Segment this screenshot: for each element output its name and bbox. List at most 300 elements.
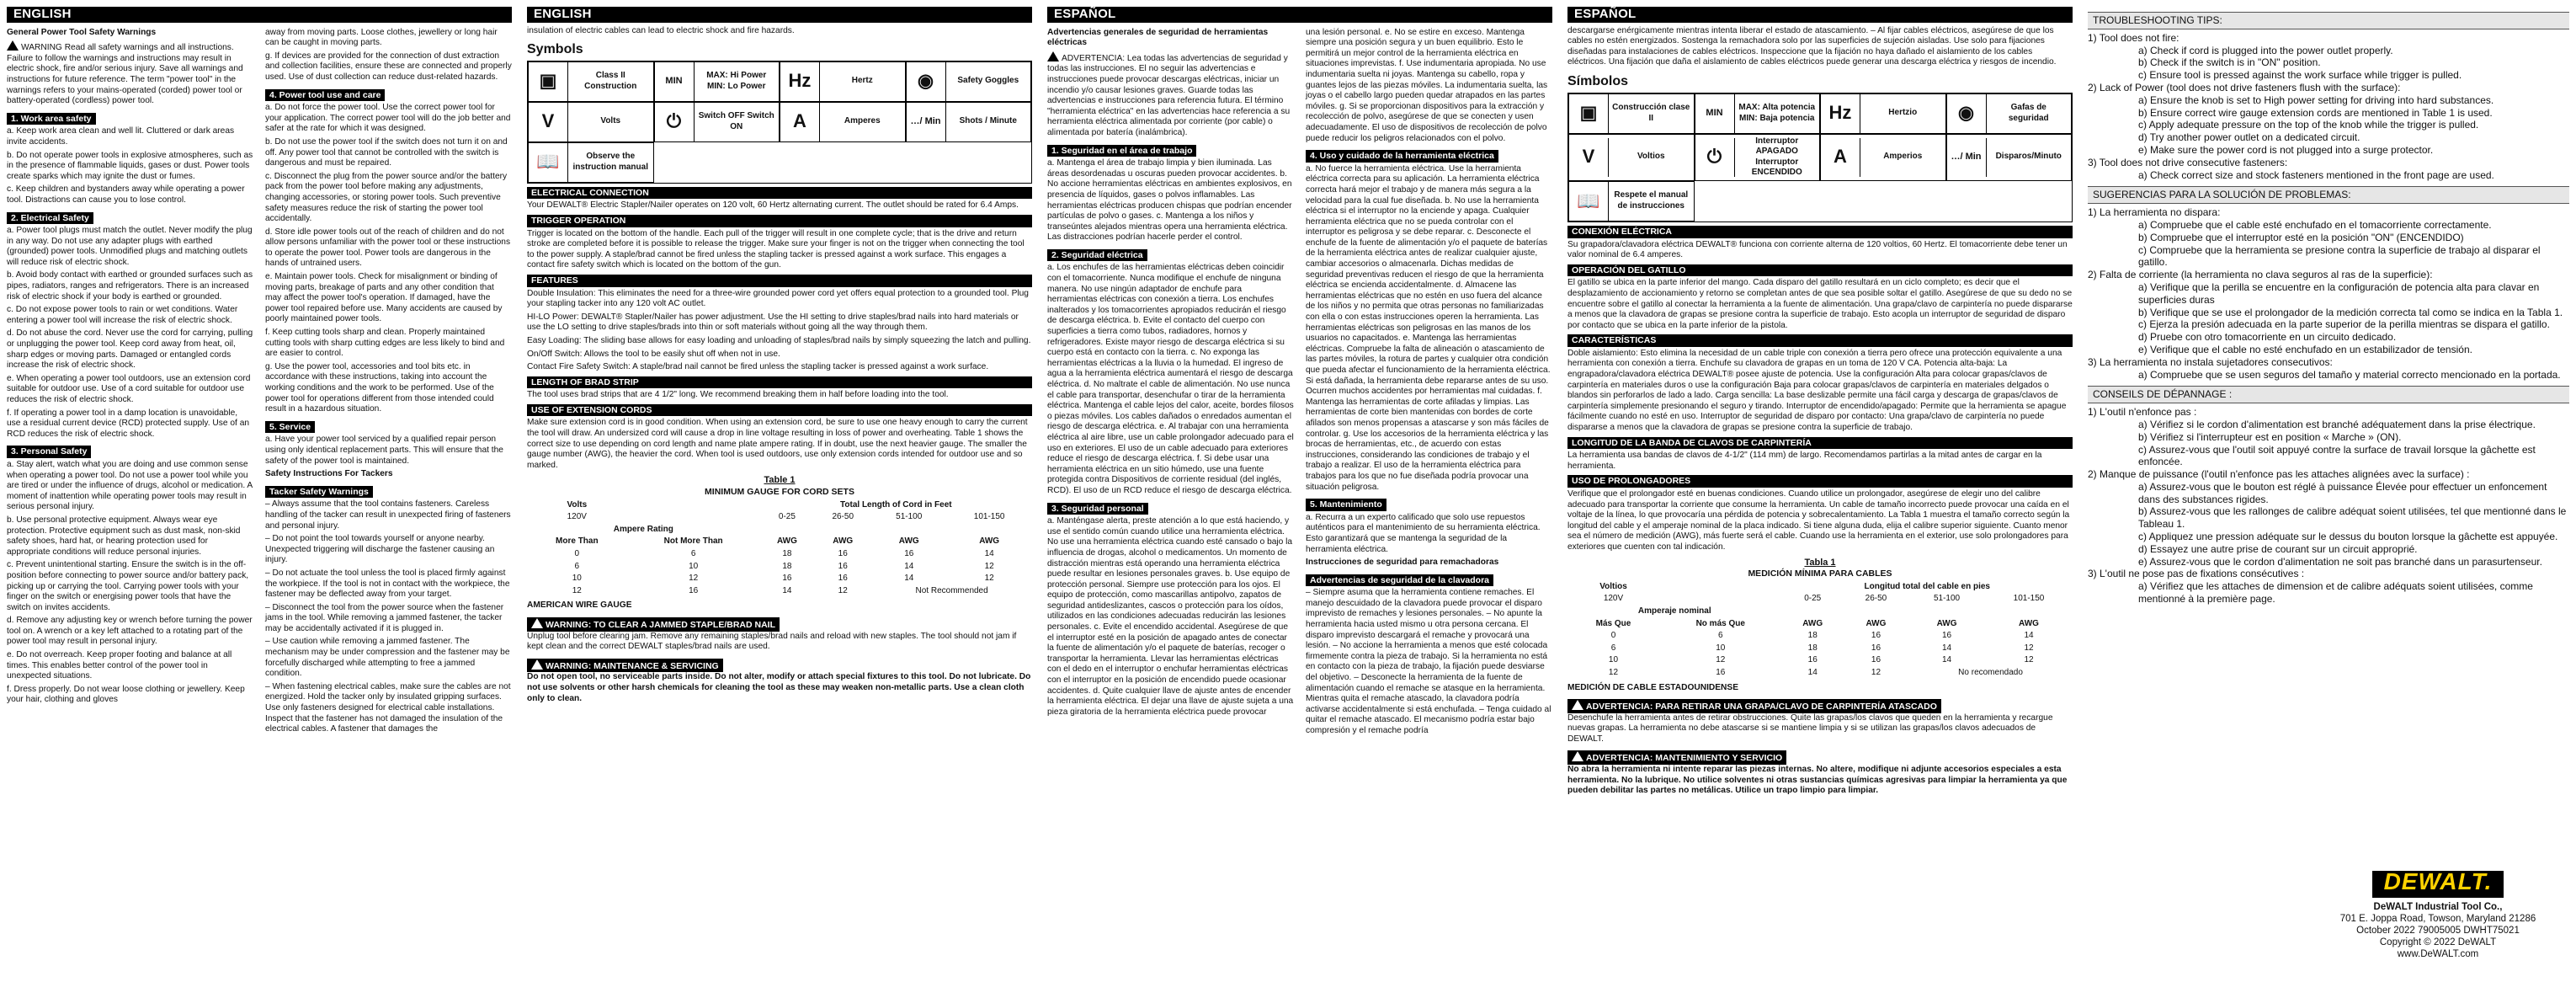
symbol-cell (1820, 134, 1946, 181)
table-header: AWG (833, 536, 854, 547)
symbol-glyph-icon: V (1569, 138, 1609, 177)
paragraph: Doble aislamiento: Esto elimina la necesidad de un cable triple con conexión a tierra pero ofrece una protección equivalente a una herramienta con conexión a tierra. Enchufe su clavadora de grapas en un toma de 120 V CA. Potencia alta-baja: La engrapadora/clavadora eléctrica DEWALT® posee ajuste de potencia. Use la configuración Alta para colocar grapas/clavos de carpintería en materiales duros o use la configuración Baja para colocar grapas/clavos de carpintería en materiales delgados o blandos sin perforarlos de lado a lado. Carga sencilla: La base deslizable permite una fácil carga y descarga de grapas/clavos de carpintería simplemente presionando el seguro y tirando. Interruptor de encendido/apagado: Permite que la herramienta se apague fácilmente cuando no esté en uso. Interruptor de seguridad de disparo por contacto: Una grapa/clavo de carpintería no puede dispararse a menos que la clavadora de grapas se presione contra la superficie de trabajo. (1567, 348, 2067, 433)
tip-item: a) Compruebe que el cable esté enchufado en el tomacorriente correctamente. (2138, 218, 2492, 231)
symbol-cell (1820, 93, 1946, 134)
section-heading: 4. Power tool use and care (265, 89, 385, 102)
table-header: Ampere Rating (613, 524, 673, 534)
table-header: AWG (898, 536, 919, 547)
table-cell: 10 (1608, 655, 1619, 665)
table-cell: 26-50 (832, 512, 854, 522)
paragraph: a. Keep work area clean and well lit. Cluttered or dark areas invite accidents. (7, 126, 235, 147)
symbols-table (527, 61, 1032, 184)
tip-item: 2) Manque de puissance (l'outil n'enfonce pas les attaches alignées avec la surface) : (2088, 468, 2470, 481)
warning-heading: WARNING: MAINTENANCE & SERVICING (527, 659, 723, 673)
symbol-glyph-icon: Hz (1821, 94, 1860, 133)
paragraph: a. Manténgase alerta, preste atención a lo que está haciendo, y use el sentido común cuando utilice una herramienta eléctrica. No use una herramienta eléctrica cuando esté cansado o bajo la influencia de drogas, alcohol o medicamentos. Un momento de distracción mientras está operando una herramienta eléctrica puede resultar en lesiones personales graves. b. Use equipo de protección personal. Siempre use protección para los ojos. El equipo de protección, como mascarillas antipolvo, zapatos de seguridad antideslizantes, cascos o protección para los oídos, utilizados en las condiciones adecuadas reducirán las lesiones personales. c. Evite el encendido accidental. Asegúrese de que el interruptor esté en la posición de apagado antes de conectar la fuente de alimentación y/o el paquete de baterías, recoger o transportar la herramienta. Llevar las herramientas eléctricas con el dedo en el interruptor o enchufar herramientas eléctricas con el interruptor en la posición de encendido puede ocasionar accidentes. d. Quite cualquier llave de ajuste antes de encender la herramienta eléctrica. El dejar una llave de ajuste sujeta a una pieza giratoria de la herramienta eléctrica puede provocar (1047, 516, 1294, 717)
symbol-cell (780, 61, 906, 102)
section-heading: 1. Work area safety (7, 113, 96, 125)
symbol-cell (1695, 93, 1821, 134)
paragraph: a. No fuerce la herramienta eléctrica. Use la herramienta eléctrica correcta para su aplicación. La herramienta eléctrica correcta hará mejor el trabajo y de manera más segura a la velocidad para la cual fue diseñada. b. No use la herramienta eléctrica si el interruptor no la enciende y apaga. Cualquier herramienta eléctrica que no se pueda controlar con el interruptor es peligrosa y se debe reparar. c. Desconecte el enchufe de la fuente de alimentación y/o el paquete de baterías de la herramienta eléctrica antes de realizar cualquier ajuste, cambiar accesorios o almacenarla. Dichas medidas de seguridad preventivas reducen el riesgo de que la herramienta eléctrica se encienda accidentalmente. d. Almacene las herramientas eléctricas que no estén en uso fuera del alcance de los niños y no permita que otras personas no familiarizadas con ella o con estas instrucciones operen la herramienta. Las herramientas eléctricas son peligrosas en las manos de los usuarios no capacitados. e. Mantenga las herramientas eléctricas. Compruebe la falta de alineación o atascamiento de las partes móviles, la rotura de partes y cualquier otra condición que pueda afectar el funcionamiento de la herramienta eléctrica. Si está dañada, la herramienta debe repararse antes de su uso. Ocurren muchos accidentes por herramientas mal cuidadas. f. Mantenga las herramientas de corte afiladas y limpias. Las herramientas de corte bien mantenidas con bordes de corte afilados son menos propensas a atascarse y son más fáciles de controlar. g. Use los accesorios de la herramienta eléctrica y las brocas de herramientas, etc., de acuerdo con estas instrucciones, considerando las condiciones de trabajo y el trabajo a realizar. El uso de la herramienta eléctrica para trabajos para los que no fue diseñada podría provocar una situación peligrosa. (1306, 163, 1551, 492)
tips-list-es (2088, 206, 2569, 381)
paragraph: c. Keep children and bystanders away while operating a power tool. Distractions can cause you to lose control. (7, 184, 245, 205)
paragraph: La herramienta usa bandas de clavos de 4-1/2" (114 mm) de largo. Recomendamos partirlas a la mitad antes de cargar en la herramienta. (1567, 451, 2042, 471)
section-heading: 3. Seguridad personal (1047, 503, 1148, 515)
table-title: Table 1 (764, 475, 796, 486)
symbol-glyph-icon: …/ Min (1947, 138, 1987, 177)
paragraph: – Siempre asuma que la herramienta contiene remaches. El manejo descuidado de la clavadora puede provocar el disparo imprevisto de remaches y lesiones personales. – No apunte la herramienta hacia usted mismo u otra persona cercana. El disparo imprevisto descargará el remache y provocará una lesión. – No accione la herramienta a menos que esté colocada firmemente contra la pieza de trabajo. Si la herramienta no está en contacto con la pieza de trabajo, la fijación puede desviarse del objetivo. – Desconecte la herramienta de la fuente de alimentación cuando el remache se atasque en la herramienta. Mientras quita el remache atascado, la clavadora podría activarse accidentalmente si está enchufada. – Tenga cuidado al quitar el remache atascado. El mecanismo podría estar bajo compresión y el remache podría (1306, 588, 1551, 735)
paragraph: f. Keep cutting tools sharp and clean. Properly maintained cutting tools with sharp cutting edges are less likely to bind and are easier to control. (265, 328, 505, 359)
brand-line: Copyright © 2022 DeWALT (2379, 937, 2497, 947)
table-cell: 0 (1610, 631, 1616, 641)
table-cell: 26-50 (1865, 594, 1887, 604)
brand-address (2337, 901, 2539, 960)
tacker-title: Safety Instructions For Tackers (265, 469, 393, 479)
paragraph: b. Use personal protective equipment. Always wear eye protection. Protective equipment such as dust mask, non-skid safety shoes, hard hat, or hearing protection used for appropriate conditions will reduce personal injuries. (7, 515, 241, 557)
table-cell: 12 (689, 574, 699, 584)
paragraph: – Disconnect the tool from the power source when the fastener jams in the tool. While removing a jammed fastener, the tacker may be accidentally activated if it is plugged in. (265, 602, 504, 633)
tip-item: a) Check correct size and stock fasteners mentioned in the front page are used. (2138, 168, 2494, 181)
paragraph: Double Insulation: This eliminates the need for a three-wire grounded power cord yet offers equal protection to a grounded tool. Plug your stapling tacker into any 120 volt AC outlet. (527, 288, 1029, 309)
paragraph: Desenchufe la herramienta antes de retirar obstrucciones. Quite las grapas/los clavos que queden en la herramienta y recargue nuevas grapas. La herramienta no debe atascarse si se mantiene limpia y si se utilizan las grapas/los clavos adecuados de DEWALT. (1567, 712, 2053, 744)
brand-line: October 2022 79005005 DWHT75021 (2356, 926, 2520, 936)
table-cell: 10 (1716, 643, 1726, 653)
warning-icon (1572, 700, 1583, 710)
symbol-glyph-icon: ⏻ (655, 103, 695, 141)
symbol-label: Switch OFF Switch ON (698, 111, 774, 131)
paragraph: – Do not actuate the tool unless the tool is placed firmly against the workpiece. If the tool is not in contact with the workpiece, the fastener may be deflected away from your target. (265, 568, 510, 600)
symbol-cell (1568, 134, 1695, 181)
table-row (527, 585, 1032, 598)
column-spanish-safety (1047, 7, 1552, 739)
table-header: AWG (2019, 618, 2039, 628)
table-cell: 16 (838, 549, 848, 558)
tip-item: b) Ensure correct wire gauge extension cords are mentioned in Table 1 is used. (2138, 106, 2493, 119)
symbol-label: MAX: Hi Power MIN: Lo Power (706, 71, 767, 91)
symbol-glyph-icon: MIN (1695, 94, 1735, 133)
symbol-label: Volts (600, 116, 621, 126)
table-cell: 14 (1941, 643, 1952, 653)
table-header: No más Que (1695, 618, 1745, 628)
symbol-glyph-icon: ◉ (907, 62, 946, 101)
table-cell: 14 (904, 574, 914, 584)
paragraph: c. Do not expose power tools to rain or wet conditions. Water entering a power tool will increase the risk of electric shock. (7, 305, 238, 325)
table-header: Not More Than (663, 536, 723, 547)
tip-item: 3) L'outil ne pose pas de fixations consécutives : (2088, 568, 2305, 580)
warning-heading: ADVERTENCIA: PARA RETIRAR UNA GRAPA/CLAVO DE CARPINTERÍA ATASCADO (1567, 699, 1941, 713)
section-heading: 2. Electrical Safety (7, 212, 93, 225)
warning-heading: WARNING: TO CLEAR A JAMMED STAPLE/BRAD NAIL (527, 617, 780, 632)
table-cell: 16 (782, 574, 792, 584)
warning-icon (1047, 51, 1059, 61)
tip-item: c) Assurez-vous que l'outil soit appuyé contre la surface de travail lorsque la gâchette est enfoncée. (2138, 443, 2536, 468)
table-cell: 16 (838, 561, 848, 571)
symbol-cell (528, 102, 654, 142)
tip-item: a) Verifique que la perilla se encuentre en la configuración de potencia alta para clavar en superficies duras (2138, 280, 2540, 306)
symbol-glyph-icon: ◉ (1947, 94, 1987, 133)
table-row (527, 573, 1032, 585)
tip-item: c) Ensure tool is pressed against the work surface while trigger is pulled. (2138, 69, 2462, 82)
paragraph: d. Do not abuse the cord. Never use the cord for carrying, pulling or unplugging the power tool. Keep cord away from heat, oil, sharp edges or moving parts. Damaged or entangled cords increase the risk of electric shock. (7, 328, 253, 371)
language-header: ESPAÑOL (1567, 7, 2073, 23)
table-row (1567, 667, 2073, 680)
paragraph: d. Remove any adjusting key or wrench before turning the power tool on. A wrench or a key left attached to a rotating part of the power tool may result in personal injury. (7, 616, 253, 647)
symbol-cell (528, 61, 654, 102)
tip-item: a) Compruebe que se usen seguros del tamaño y material correcto mencionado en la portada. (2138, 368, 2561, 381)
paragraph: una lesión personal. e. No se estire en exceso. Mantenga siempre una posición segura y un buen equilibrio. Esto le permitirá un mejor control de la herramienta eléctrica en situaciones imprevistas. f. Use indumentaria apropiada. No use indumentaria suelta ni joyas. Mantenga su cabello, ropa y guantes lejos de las piezas móviles. La indumentaria suelta, las joyas o el cabello largo pueden quedar atrapados en las partes móviles. g. Si se proporcionan dispositivos para la extracción y recolección de polvo, asegúrese de que se conecten y usen adecuadamente. El uso de dispositivos de recolección de polvo puede reducir los peligros relacionados con el polvo. (1306, 27, 1548, 143)
warning-heading: ADVERTENCIA: MANTENIMIENTO Y SERVICIO (1567, 750, 1786, 765)
tip-item: 3) La herramienta no instala sujetadores consecutivos: (2088, 355, 2333, 368)
table-cell: 12 (1871, 667, 1881, 677)
paragraph: e. Maintain power tools. Check for misalignment or binding of moving parts, breakage of parts and any other condition that may affect the power tool's operation. If damaged, have the power tool repaired before use. Many accidents are caused by poorly maintained power tools. (265, 272, 503, 324)
symbol-glyph-icon: ⏻ (1695, 138, 1735, 177)
table-cell: 12 (984, 574, 994, 584)
tip-item: a) Assurez-vous que le bouton est réglé à puissance Élevée pour effectuer un enfoncement dans des substances rigides. (2138, 480, 2547, 505)
section-heading: LENGTH OF BRAD STRIP (527, 376, 1032, 389)
paragraph: g. If devices are provided for the connection of dust extraction and collection facilities, ensure these are connected and properly used. Use of dust collection can reduce dust-related hazards. (265, 51, 512, 82)
table-cell: 101-150 (2013, 594, 2045, 604)
table-cell: 16 (689, 585, 699, 595)
paragraph: – Do not point the tool towards yourself or anyone nearby. Unexpected triggering will discharge the fastener causing an injury. (265, 534, 495, 565)
section-heading: Tacker Safety Warnings (265, 486, 373, 499)
table-header: AWG (1865, 618, 1887, 628)
table-row (527, 561, 1032, 574)
table-cell: 0-25 (1804, 594, 1822, 604)
section-title: Advertencias generales de seguridad de herramientas eléctricas (1047, 27, 1269, 48)
tip-item: b) Check if the switch is in "ON" position. (2138, 56, 2321, 69)
safety-subcolumn-right (265, 28, 512, 738)
tips-heading-fr: CONSEILS DE DÉPANNAGE : (2088, 386, 2569, 403)
table-header: Más Que (1595, 618, 1631, 628)
paragraph: – Always assume that the tool contains fasteners. Careless handling of the tacker can result in unexpected firing of fasteners and personal injury. (265, 499, 511, 531)
tip-item: a) Check if cord is plugged into the power outlet properly. (2138, 44, 2393, 56)
paragraph: – When fastening electrical cables, make sure the cables are not energized. Hold the tacker only by insulated gripping surfaces. Use only fasteners designed for electrical cable installations. Inspect that the fastener has not damaged the insulation of the electrical cables. A fastener that damages the (265, 681, 511, 734)
symbol-cell (1946, 93, 2073, 134)
table-cell: 14 (2024, 631, 2034, 641)
section-heading: 4. Uso y cuidado de la herramienta eléctrica (1306, 150, 1498, 163)
table-cell: 101-150 (973, 512, 1005, 522)
symbol-glyph-icon: Hz (780, 62, 820, 101)
table-cell: 16 (1807, 655, 1818, 665)
table-header: AWG (1802, 618, 1823, 628)
paragraph: g. Use the power tool, accessories and tool bits etc. in accordance with these instructions, taking into account the working conditions and the work to be performed. Use of the power tool for operations different from those intended could result in a hazardous situation. (265, 361, 494, 414)
paragraph: descargarse enérgicamente mientras intenta liberar el estado de atascamiento. – Al fijar cables eléctricos, asegúrese de que los cables no estén energizados. Sostenga la remachadora solo por las superficies de sujeción aisladas. Use solo para fijaciones diseñadas para instalaciones de cables eléctricos. Inspeccione que la fijación no haya dañado el aislamiento de los cables eléctricos. Una fijación que daña el aislamiento de cables eléctricos puede generar una descarga eléctrica y riesgos de incendio. (1567, 25, 2057, 67)
symbol-label: Class II Construction (584, 71, 637, 91)
section-heading: 5. Mantenimiento (1306, 499, 1386, 511)
paragraph: Make sure extension cord is in good condition. When using an extension cord, be sure to use one heavy enough to carry the current the tool will draw. An undersized cord will cause a drop in line voltage resulting in loss of power and overheating. Table 1 shows the correct size to use depending on cord length and name plate ampere rating. If in doubt, use the next heavier gauge. The smaller the gauge number (AWG), the heavier the cord. When tool is used outdoors, use only extension cords intended for outdoor use and so marked. (527, 418, 1028, 470)
symbol-label: Amperios (1883, 152, 1923, 162)
paragraph: f. Dress properly. Do not wear loose clothing or jewellery. Keep your hair, clothing and gloves (7, 684, 245, 705)
symbol-cell (906, 61, 1032, 102)
tip-item: b) Compruebe que el interruptor esté en la posición "ON" (ENCENDIDO) (2138, 231, 2464, 243)
paragraph: Do not open tool, no serviceable parts inside. Do not alter, modify or attach special fixtures to this tool. Do not lubricate. Do not use solvents or other harsh chemicals for cleaning the tool as these may weaken non-metallic parts. Use a clean cloth only to clean. (527, 672, 1031, 703)
symbol-label: Voltios (1637, 152, 1665, 162)
symbol-glyph-icon: 📖 (529, 143, 568, 182)
tip-item: c) Apply adequate pressure on the top of the knob while the trigger is pulled. (2138, 119, 2479, 131)
paragraph: El gatillo se ubica en la parte inferior del mango. Cada disparo del gatillo resultará en un ciclo completo; es decir que el desplazamiento de accionamiento y retorno se completan antes de que sea posible soltar el gatillo. Asegúrese de que su dedo no se encuentre sobre el gatillo al conectar la herramienta a la fuente de alimentación. Una grapa/clavo de carpintería no puede dispararse a menos que la clavadora de grapas se presione contra la superficie de trabajo. Esto acopla un interruptor de seguridad de disparo por contacto que se ubica en la parte inferior de la pistola. (1567, 278, 2073, 330)
symbol-label: Hertz (851, 76, 873, 86)
language-header: ENGLISH (7, 7, 512, 23)
symbols-title: Symbols (527, 42, 583, 57)
warning-icon (7, 40, 19, 51)
table-cell: 120V (567, 512, 587, 522)
table-subtitle: MEDICIÓN MÍNIMA PARA CABLES (1748, 568, 1892, 579)
table-header: AWG (979, 536, 1000, 547)
table-header: More Than (556, 536, 599, 547)
paragraph: f. If operating a power tool in a damp location is unavoidable, use a residual current device (RCD) protected supply. Use of an RCD reduces the risk of electric shock. (7, 408, 250, 439)
table-cell: 10 (689, 561, 699, 571)
tip-item: e) Make sure the power cord is not plugged into a surge protector. (2138, 143, 2434, 156)
tip-item: b) Verifique que se use el prolongador de la medición correcta tal como se indica en la Tabla 1. (2138, 306, 2563, 318)
cord-gauge-table (1567, 581, 2073, 680)
warning-icon (531, 659, 543, 670)
paragraph: a. Do not force the power tool. Use the correct power tool for your application. The correct power tool will do the job better and safer at the rate for which it was designed. (265, 103, 511, 134)
dewalt-logo: DEWALT. (2372, 871, 2504, 898)
general-warning: WARNING Read all safety warnings and all instructions. Failure to follow the warnings and instructions may result in electric shock, fire and/or serious injury. Save all warnings and instructions for future reference. The term "power tool" in the warnings refers to your mains-operated (corded) power tool or battery-operated (cordless) power tool. (7, 40, 253, 107)
paragraph: On/Off Switch: Allows the tool to be easily shut off when not in use. (527, 349, 780, 359)
table-cell: 12 (984, 561, 994, 571)
brand-line: 701 E. Joppa Road, Towson, Maryland 21286 (2339, 914, 2536, 924)
symbols-table (1567, 93, 2073, 222)
tip-item: e) Assurez-vous que le cordon d'alimentation ne soit pas branché dans un parasurtenseur. (2138, 555, 2542, 568)
symbol-label: Safety Goggles (957, 76, 1019, 86)
section-heading: CONEXIÓN ELÉCTRICA (1567, 226, 2073, 238)
table-cell: 6 (1717, 631, 1723, 641)
table-header: AWG (1936, 618, 1957, 628)
symbol-label: Respete el manual de instrucciones (1614, 190, 1689, 211)
symbol-label: Gafas de seguridad (2008, 102, 2049, 123)
tip-item: c) Appliquez une pression adéquate sur le dessus du bouton lorsque la gâchette est appuyée. (2138, 531, 2558, 543)
symbol-label: Disparos/Minuto (1995, 152, 2062, 162)
language-header: ESPAÑOL (1047, 7, 1552, 23)
paragraph: a. Los enchufes de las herramientas eléctricas deben coincidir con el tomacorriente. Nunca modifique el enchufe de ninguna manera. No use ningún adaptador de enchufe para herramientas eléctricas con conexión a tierra. Los enchufes inalterados y los tomacorrientes apropiados reducirán el riesgo de descarga eléctrica. b. Evite el contacto del cuerpo con superficies a tierra como tubos, radiadores, hornos y refrigeradores. Existe mayor riesgo de descarga eléctrica si su cuerpo está en contacto con la tierra. c. No exponga las herramientas eléctricas a la lluvia o la humedad. El ingreso de agua a la herramienta eléctrica aumentará el riesgo de descarga eléctrica. d. No maltrate el cable de alimentación. No use nunca el cable para transportar, desenchufar o tirar de la herramienta eléctrica. Mantenga el cable lejos del calor, aceite, bordes filosos o piezas móviles. Los cables dañados o enredados aumentan el riesgo de descarga eléctrica. e. Al trabajar con una herramienta eléctrica al aire libre, use un cable prolongador adecuado para el uso en exteriores. El uso de un cable adecuado para exteriores reduce el riesgo de descarga eléctrica. f. Si debe usar una herramienta eléctrica en un sitio húmedo, use una fuente protegida contra Dispositivos de corriente residual (del inglés, RCD). El uso de un RCD reduce el riesgo de descarga eléctrica. (1047, 263, 1294, 495)
tip-item: d) Pruebe con otro tomacorriente en un circuito dedicado. (2138, 331, 2397, 344)
tip-item: d) Try another power outlet on a dedicated circuit. (2138, 131, 2360, 144)
table-cell: 6 (690, 549, 696, 558)
table-row (1567, 630, 2073, 643)
section-heading: 2. Seguridad eléctrica (1047, 249, 1147, 262)
table-cell: 0-25 (778, 512, 796, 522)
table-cell: 14 (904, 561, 914, 571)
table-row (1567, 654, 2073, 667)
paragraph: Unplug tool before clearing jam. Remove any remaining staples/brad nails and reload with new staples. The tool should not jam if kept clean and the correct DEWALT staples/brad nails are used. (527, 631, 1017, 652)
table-cell: 12 (838, 585, 848, 595)
symbol-cell (654, 61, 780, 102)
table-header: Longitud total del cable en pies (1864, 581, 1990, 591)
symbol-glyph-icon: ▣ (1569, 94, 1609, 133)
paragraph: c. Prevent unintentional starting. Ensure the switch is in the off-position before connecting to power source and/or battery pack, picking up or carrying the tool. Carrying power tools with your finger on the switch or energising power tools that have the switch on invites accidents. (7, 560, 249, 612)
section-heading: FEATURES (527, 275, 1032, 287)
tip-item: b) Vérifiez si l'interrupteur est en position « Marche » (ON). (2138, 430, 2402, 443)
table-cell: 6 (574, 561, 580, 571)
table-cell: 16 (1871, 655, 1881, 665)
paragraph: Trigger is located on the bottom of the handle. Each pull of the trigger will result in one complete cycle; that is the drive and return stroke are completed before it is possible to release the trigger. Make sure your finger is not on the trigger when connecting the tool to the power supply. A staple/brad cannot be fired unless the stapling tacker is pressed against a work surface. This engages a contact fire safety switch which is located on the bottom of the gun. (527, 228, 1025, 270)
table-cell: 16 (904, 549, 914, 558)
symbol-label: Observe the instruction manual (572, 152, 648, 172)
warning-icon (531, 618, 543, 628)
section-heading: USE OF EXTENSION CORDS (527, 404, 1032, 417)
paragraph: – Use caution while removing a jammed fastener. The mechanism may be under compression and the fastener may be forcefully discharged while attempting to free a jammed condition. (265, 637, 510, 679)
paragraph: No abra la herramienta ni intente reparar las piezas internas. No altere, modifique ni adjunte accesorios especiales a esta herramienta. No la lubrique. No utilice solventes ni otras sustancias químicas agresivas para limpiar la herramienta ya que pueden debilitar las partes no metálicas. Utilice un trapo limpio para limpiar. (1567, 765, 2068, 796)
safety-subcolumn-right (1306, 28, 1552, 739)
tips-list-fr (2088, 406, 2569, 606)
tip-item: c) Ejerza la presión adecuada en la parte superior de la perilla mientras se dispara el gatillo. (2138, 318, 2550, 331)
table-cell: 6 (1610, 643, 1616, 653)
tacker-title: Instrucciones de seguridad para remachadoras (1306, 558, 1499, 568)
tip-item: b) Assurez-vous que les rallonges de calibre adéquat soient utilisées, tel que mentionné dans le Tableau 1. (2138, 505, 2567, 531)
symbol-label: Shots / Minute (959, 116, 1017, 126)
symbol-cell (528, 142, 654, 183)
column-english-safety (7, 7, 512, 738)
table-header: Amperaje nominal (1637, 606, 1711, 616)
symbol-label: MAX: Alta potencia MIN: Baja potencia (1738, 102, 1816, 123)
table-cell: 120V (1603, 594, 1624, 604)
paragraph: The tool uses brad strips that are 4 1/2" long. We recommend breaking them in half before loading into the tool. (527, 390, 949, 400)
tips-heading-es: SUGERENCIAS PARA LA SOLUCIÓN DE PROBLEMAS: (2088, 186, 2569, 204)
tip-item: 1) La herramienta no dispara: (2088, 206, 2221, 219)
general-warning: ADVERTENCIA: Lea todas las advertencias de seguridad y todas las instrucciones. El no seguir las advertencias e instrucciones puede provocar descargas eléctricas, iniciar un incendio y/o causar lesiones graves. Guarde todas las advertencias e instrucciones para referencia futura. El término "herramienta eléctrica" en las advertencias hace referencia a su herramienta eléctrica alimentada por corriente (por cable) o alimentada por batería (inalámbrica). (1047, 51, 1294, 139)
tip-item: 1) Tool does not fire: (2088, 31, 2179, 44)
tip-item: 3) Tool does not drive consecutive fasteners: (2088, 156, 2288, 168)
paragraph: d. Store idle power tools out of the reach of children and do not allow persons unfamiliar with the power tool or these instructions to operate the power tool. Power tools are dangerous in the hands of untrained users. (265, 227, 511, 269)
section-heading: 3. Personal Safety (7, 446, 91, 458)
table-cell: 16 (838, 574, 848, 584)
table-cell: 12 (1716, 655, 1726, 665)
symbol-cell (906, 102, 1032, 142)
table-cell: No recomendado (1958, 667, 2023, 677)
tips-list-en (2088, 32, 2569, 182)
table-header: AWG (776, 536, 797, 547)
paragraph: a. Recurra a un experto calificado que solo use repuestos auténticos para el mantenimiento de su herramienta eléctrica. Esto garantizará que se mantenga la seguridad de la herramienta eléctrica. (1306, 512, 1541, 554)
section-heading: CARACTERÍSTICAS (1567, 334, 2073, 347)
section-heading: Advertencias de seguridad de la clavadora (1306, 574, 1493, 587)
table-cell: 18 (1807, 643, 1818, 653)
table-cell: 14 (782, 585, 792, 595)
brand-line: www.DeWALT.com (2397, 949, 2479, 959)
section-heading: LONGITUD DE LA BANDA DE CLAVOS DE CARPINTERÍA (1567, 437, 2073, 450)
symbol-glyph-icon: ▣ (529, 62, 568, 101)
symbol-cell (654, 102, 780, 142)
paragraph: Su grapadora/clavadora eléctrica DEWALT® funciona con corriente alterna de 120 voltios, 60 Hertz. El tomacorriente debe tener un valor nominal de 6.4 amperes. (1567, 239, 2068, 260)
tip-item: 2) Lack of Power (tool does not drive fasteners flush with the surface): (2088, 81, 2401, 93)
tip-item: a) Vérifiez si le cordon d'alimentation est branché adéquatement dans la prise électrique. (2138, 418, 2536, 430)
section-heading: OPERACIÓN DEL GATILLO (1567, 264, 2073, 277)
tip-item: c) Compruebe que la herramienta se presione contra la superficie de trabajo al disparar el gatillo. (2138, 243, 2541, 269)
column-spanish-operation (1567, 7, 2073, 799)
table-cell: 18 (782, 561, 792, 571)
paragraph: a. Stay alert, watch what you are doing and use common sense when operating a power tool. Do not use a power tool while you are tired or under the influence of drugs, alcohol or medication. A moment of inattention while operating power tools may result in serious personal injury. (7, 459, 253, 512)
table-cell: 16 (1941, 631, 1952, 641)
paragraph: Contact Fire Safety Switch: A staple/brad nail cannot be fired unless the stapling tacker is pressed against a work surface. (527, 362, 989, 372)
paragraph: Easy Loading: The sliding base allows for easy loading and unloading of staples/brad nails by simply squeezing the latch and pulling. (527, 335, 1031, 345)
paragraph: e. When operating a power tool outdoors, use an extension cord suitable for outdoor use. Use of a cord suitable for outdoor use reduces the risk of electric shock. (7, 373, 251, 404)
symbol-glyph-icon: V (529, 103, 568, 141)
section-heading: 1. Seguridad en el área de trabajo (1047, 145, 1196, 157)
brand-line: DeWALT Industrial Tool Co., (2373, 902, 2503, 912)
table-cell: 18 (782, 549, 792, 558)
tip-item: d) Essayez une autre prise de courant sur un circuit approprié. (2138, 542, 2418, 555)
paragraph: HI-LO Power: DEWALT® Stapler/Nailer has power adjustment. Use the HI setting to drive staples/brad nails into hard materials or use the LO setting to drive staples/brads into thin or soft materials without going all the way through them. (527, 312, 1019, 333)
brand-block (2337, 868, 2539, 960)
table-cell: 12 (2024, 643, 2034, 653)
table-cell: 12 (1608, 667, 1619, 677)
table-note: AMERICAN WIRE GAUGE (527, 600, 632, 611)
table-cell: 16 (1871, 631, 1881, 641)
tip-item: e) Verifique que el cable no esté enchufado en un estabilizador de tensión. (2138, 343, 2472, 355)
symbols-title: Símbolos (1567, 73, 1629, 88)
table-subtitle: MINIMUM GAUGE FOR CORD SETS (705, 487, 854, 498)
section-heading: ELECTRICAL CONNECTION (527, 187, 1032, 200)
symbol-cell (1568, 181, 1695, 221)
paragraph: a. Have your power tool serviced by a qualified repair person using only identical replacement parts. This will ensure that the safety of the power tool is maintained. (265, 435, 503, 466)
warning-icon (1572, 751, 1583, 761)
paragraph: c. Disconnect the plug from the power source and/or the battery pack from the power tool before making any adjustments, changing accessories, or storing power tools. Such preventive safety measures reduce the risk of starting the power tool accidentally. (265, 171, 508, 224)
tip-item: a) Vérifiez que les attaches de dimension et de calibre adéquats soient utilisées, comme mentionné à la première page. (2138, 580, 2533, 606)
paragraph: insulation of electric cables can lead to electric shock and fire hazards. (527, 25, 795, 35)
table-title: Tabla 1 (1804, 557, 1836, 568)
symbol-glyph-icon: 📖 (1569, 182, 1609, 221)
safety-subcolumn-left (7, 28, 253, 738)
paragraph: b. Avoid body contact with earthed or grounded surfaces such as pipes, radiators, ranges and refrigerators. There is an increased risk of electric shock if your body is earthed or grounded. (7, 270, 253, 302)
symbol-cell (1946, 134, 2073, 181)
table-cell: 0 (574, 549, 580, 558)
column-english-operation (527, 7, 1032, 707)
symbol-cell (1695, 134, 1821, 181)
paragraph: Your DEWALT® Electric Stapler/Nailer operates on 120 volt, 60 Hertz alternating current. The outlet should be rated for 6.4 Amps. (527, 200, 1019, 211)
table-header: Voltios (1599, 581, 1627, 591)
paragraph: a. Power tool plugs must match the outlet. Never modify the plug in any way. Do not use any adapter plugs with earthed (grounded) power tools. Unmodified plugs and matching outlets will reduce risk of electric shock. (7, 226, 253, 267)
symbol-label: Interruptor APAGADO Interruptor ENCENDIDO (1751, 136, 1802, 178)
table-cell: 51-100 (1933, 594, 1961, 604)
language-header: ENGLISH (527, 7, 1032, 23)
section-heading: 5. Service (265, 421, 315, 434)
safety-subcolumn-left (1047, 28, 1294, 739)
table-cell: 14 (1807, 667, 1818, 677)
tip-item: 2) Falta de corriente (la herramienta no clava seguros al ras de la superficie): (2088, 269, 2433, 281)
paragraph: Verifique que el prolongador esté en buenas condiciones. Cuando utilice un prolongador, asegúrese de elegir uno del calibre adecuado para transportar la corriente que consume la herramienta. Un cable de tamaño incorrecto puede provocar una caída en el voltaje de la línea, lo que provocaría una pérdida de potencia y sobrecalentamiento. La Tabla 1 muestra el tamaño correcto según la longitud del cable y el amperaje nominal de la placa indicado. Si tiene alguna duda, elija el calibre superior siguiente. Cuanto menor sea el número de medición (AWG), más fuerte será el cable. Cuando use la herramienta en el exterior, use solo prolongadores para exteriores que cuenten con tal indicación. (1567, 489, 2070, 552)
table-cell: 51-100 (896, 512, 923, 522)
paragraph: b. Do not use the power tool if the switch does not turn it on and off. Any power tool that cannot be controlled with the switch is dangerous and must be repaired. (265, 136, 508, 168)
table-header: Volts (567, 499, 588, 510)
paragraph: b. Do not operate power tools in explosive atmospheres, such as in the presence of flammable liquids, gases or dust. Power tools create sparks which may ignite the dust or fumes. (7, 150, 253, 181)
table-note: MEDICIÓN DE CABLE ESTADOUNIDENSE (1567, 682, 1739, 692)
symbol-glyph-icon: A (1821, 138, 1860, 177)
table-row (527, 548, 1032, 561)
section-heading: USO DE PROLONGADORES (1567, 475, 2073, 488)
table-cell: 16 (1716, 667, 1726, 677)
table-cell: 12 (572, 585, 582, 595)
paragraph: a. Mantenga el área de trabajo limpia y bien iluminada. Las áreas desordenadas u oscuras pueden provocar accidentes. b. No accione herramientas eléctricas en ambientes explosivos, en presencia de líquidos, gases o polvos inflamables. Las herramientas eléctricas producen chispas que podrían encender partículas de polvo o gases. c. Mantenga a los niños y transeúntes alejados mientras opera una herramienta eléctrica. Las distracciones podrían hacerle perder el control. (1047, 158, 1292, 243)
column-troubleshooting (2088, 7, 2569, 975)
symbol-label: Amperes (844, 116, 881, 126)
paragraph: away from moving parts. Loose clothes, jewellery or long hair can be caught in moving parts. (265, 27, 498, 48)
table-cell: 14 (1941, 655, 1952, 665)
paragraph: e. Do not overreach. Keep proper footing and balance at all times. This enables better control of the power tool in unexpected situations. (7, 650, 232, 681)
tip-item: 1) L'outil n'enfonce pas : (2088, 406, 2197, 419)
table-cell: 14 (984, 549, 994, 558)
table-cell: 10 (572, 574, 582, 584)
table-cell: 12 (2024, 655, 2034, 665)
symbol-glyph-icon: MIN (655, 62, 695, 101)
table-cell: Not Recommended (915, 585, 988, 595)
symbol-glyph-icon: …/ Min (907, 103, 946, 141)
symbol-label: Construcción clase II (1612, 102, 1690, 123)
symbol-cell (780, 102, 906, 142)
symbol-label: Hertzio (1888, 108, 1918, 118)
tips-heading-en: TROUBLESHOOTING TIPS: (2088, 12, 2569, 29)
table-cell: 16 (1871, 643, 1881, 653)
symbol-glyph-icon: A (780, 103, 820, 141)
section-title: General Power Tool Safety Warnings (7, 27, 157, 37)
